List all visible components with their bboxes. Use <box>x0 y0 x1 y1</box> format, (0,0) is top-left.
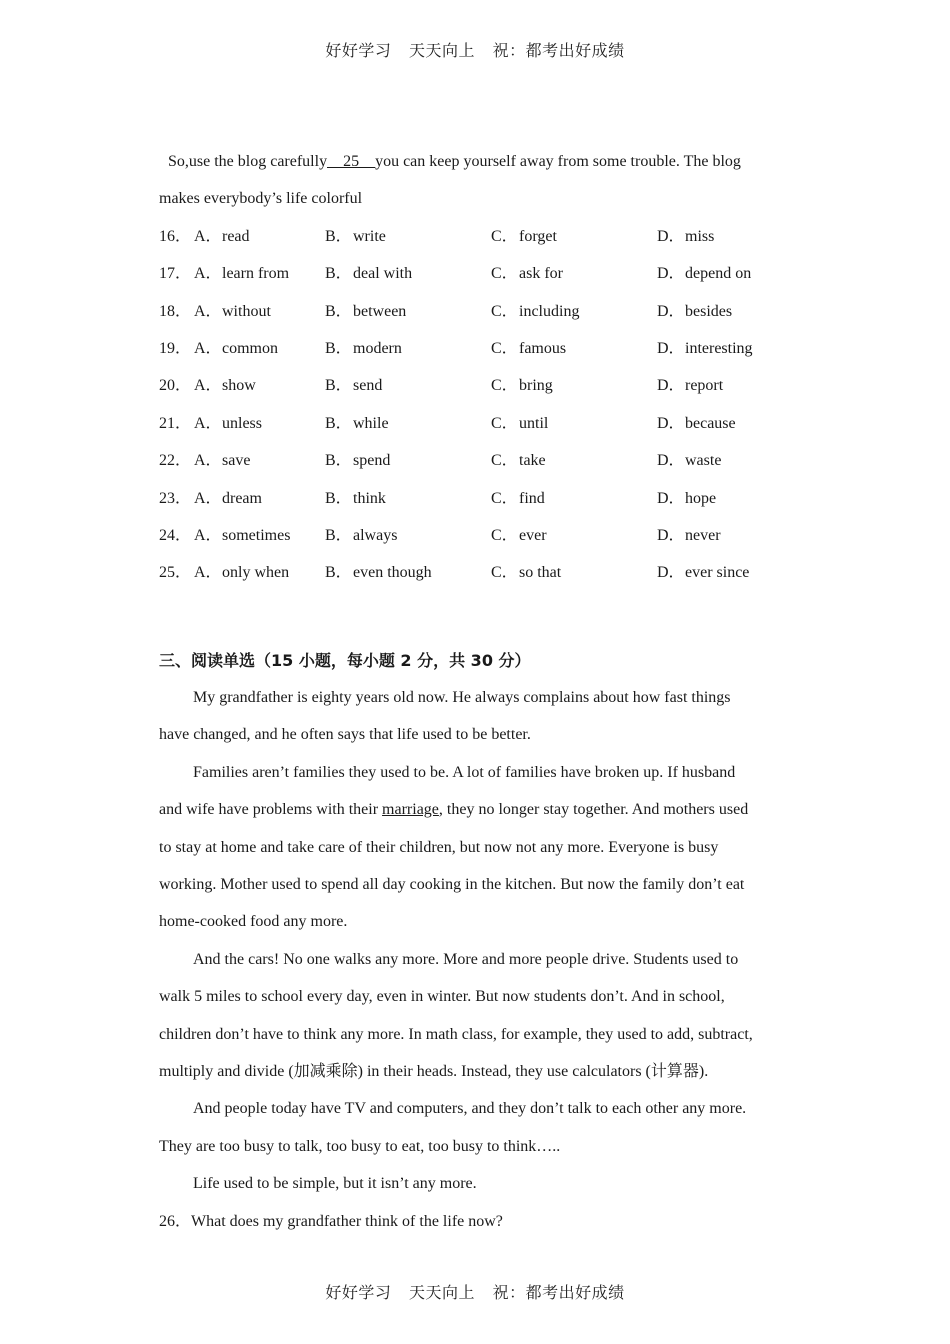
option-letter: A． <box>194 265 222 283</box>
option-b <box>325 218 386 255</box>
intro-blank-25: __25__ <box>327 153 376 170</box>
option-b <box>325 255 412 292</box>
intro-text-before-blank: So,use the blog carefully <box>168 153 328 170</box>
option-text: even though <box>353 564 432 582</box>
option-text: miss <box>685 227 715 245</box>
option-row <box>159 367 789 404</box>
option-letter: D． <box>657 564 685 582</box>
passage-p1-line-1: My grandfather is eighty years old now. He always complains about how fast things <box>193 689 731 707</box>
passage-p2-line-2 <box>159 791 789 828</box>
option-letter: D． <box>657 265 685 283</box>
option-text: common <box>222 339 278 357</box>
option-row <box>159 480 789 517</box>
option-text: forget <box>519 227 557 245</box>
option-text: hope <box>685 489 717 507</box>
option-b <box>325 293 406 330</box>
option-row <box>159 517 789 554</box>
option-text: famous <box>519 339 567 357</box>
question-number: 23． <box>159 489 192 507</box>
footer-motto-1: 好好学习 <box>325 1283 392 1302</box>
option-letter: B． <box>325 302 352 320</box>
option-letter: D． <box>657 227 685 245</box>
option-a <box>194 255 289 292</box>
question-number: 17． <box>159 265 192 283</box>
option-b <box>325 405 389 442</box>
intro-line-1 <box>159 143 789 180</box>
option-row <box>159 442 789 479</box>
option-text: besides <box>685 302 733 320</box>
option-text: ever <box>519 526 547 544</box>
option-letter: C． <box>491 564 518 582</box>
option-d <box>657 367 723 404</box>
option-letter: B． <box>325 489 352 507</box>
question-26: 26．What does my grandfather think of the life now? <box>159 1212 503 1230</box>
option-c <box>491 367 553 404</box>
option-a <box>194 367 256 404</box>
option-text: never <box>685 526 721 544</box>
option-text: read <box>222 227 250 245</box>
option-letter: A． <box>194 452 222 470</box>
option-c <box>491 554 561 591</box>
option-letter: D． <box>657 452 685 470</box>
option-c <box>491 442 546 479</box>
option-letter: C． <box>491 227 518 245</box>
option-letter: D． <box>657 377 685 395</box>
options-list <box>159 218 789 592</box>
option-a <box>194 405 262 442</box>
option-letter: A． <box>194 414 222 432</box>
option-letter: C． <box>491 339 518 357</box>
option-letter: D． <box>657 414 685 432</box>
passage-p4-line-2: They are too busy to talk, too busy to eat, too busy to think….. <box>159 1137 561 1155</box>
option-a <box>194 330 278 367</box>
question-number: 20． <box>159 377 192 395</box>
option-d <box>657 293 732 330</box>
option-text: waste <box>685 452 722 470</box>
option-c <box>491 405 548 442</box>
option-letter: C． <box>491 414 518 432</box>
option-a <box>194 554 289 591</box>
option-b <box>325 330 402 367</box>
option-b <box>325 442 390 479</box>
option-row <box>159 218 789 255</box>
passage-p2-line-2-before: and wife have problems with their <box>159 801 383 819</box>
header-motto-3: 祝：都考出好成绩 <box>492 41 625 60</box>
option-letter: B． <box>325 339 352 357</box>
option-a <box>194 517 290 554</box>
option-a <box>194 442 250 479</box>
option-c <box>491 480 545 517</box>
option-text: report <box>685 377 724 395</box>
question-number: 22． <box>159 452 192 470</box>
option-text: take <box>519 452 546 470</box>
option-a <box>194 293 271 330</box>
option-row <box>159 554 789 591</box>
option-letter: B． <box>325 227 352 245</box>
intro-text-after-blank: you can keep yourself away from some trouble. The blog <box>375 153 741 170</box>
question-number: 25． <box>159 564 192 582</box>
option-letter: B． <box>325 265 352 283</box>
option-text: until <box>519 414 549 432</box>
option-text: without <box>222 302 271 320</box>
option-d <box>657 330 753 367</box>
question-number: 21． <box>159 414 192 432</box>
option-d <box>657 480 716 517</box>
option-letter: A． <box>194 564 222 582</box>
footer-motto-2: 天天向上 <box>408 1283 475 1302</box>
section-3-title: 三、阅读单选（15 小题，每小题 2 分，共 30 分） <box>159 650 531 670</box>
option-letter: A． <box>194 377 222 395</box>
option-text: save <box>222 452 251 470</box>
option-c <box>491 517 547 554</box>
question-number: 19． <box>159 339 192 357</box>
option-letter: D． <box>657 489 685 507</box>
option-c <box>491 330 566 367</box>
passage-p4-line-1: And people today have TV and computers, and they don’t talk to each other any more. <box>193 1100 747 1118</box>
option-letter: C． <box>491 302 518 320</box>
option-letter: A． <box>194 526 222 544</box>
header-motto-2: 天天向上 <box>408 41 475 60</box>
option-c <box>491 293 579 330</box>
option-text: send <box>353 377 383 395</box>
option-text: ever since <box>685 564 750 582</box>
option-text: modern <box>353 339 402 357</box>
passage-p5-line-1: Life used to be simple, but it isn’t any more. <box>193 1175 477 1193</box>
option-b <box>325 517 397 554</box>
option-text: always <box>353 526 398 544</box>
option-text: so that <box>519 564 562 582</box>
option-text: between <box>353 302 407 320</box>
option-a <box>194 218 250 255</box>
passage-p3-line-1: And the cars! No one walks any more. More and more people drive. Students used to <box>193 950 739 968</box>
footer-motto-3: 祝：都考出好成绩 <box>492 1283 625 1302</box>
passage-p2-line-3: to stay at home and take care of their children, but now not any more. Everyone is busy <box>159 838 719 856</box>
option-letter: C． <box>491 377 518 395</box>
page-footer <box>0 1280 950 1303</box>
option-letter: B． <box>325 377 352 395</box>
option-text: including <box>519 302 580 320</box>
question-number: 16． <box>159 227 192 245</box>
option-d <box>657 218 714 255</box>
option-letter: B． <box>325 414 352 432</box>
passage-p3-line-4: multiply and divide (加减乘除) in their heads. Instead, they use calculators (计算器). <box>159 1062 709 1080</box>
option-letter: A． <box>194 489 222 507</box>
option-letter: A． <box>194 302 222 320</box>
intro-line-2: makes everybody’s life colorful <box>159 190 363 208</box>
option-text: spend <box>353 452 391 470</box>
option-text: dream <box>222 489 262 507</box>
option-b <box>325 480 386 517</box>
option-c <box>491 255 563 292</box>
option-d <box>657 517 721 554</box>
passage-p1-line-2: have changed, and he often says that life used to be better. <box>159 726 531 744</box>
option-text: while <box>353 414 389 432</box>
option-row <box>159 330 789 367</box>
option-row <box>159 405 789 442</box>
option-text: depend on <box>685 265 752 283</box>
option-text: deal with <box>353 265 413 283</box>
option-letter: C． <box>491 452 518 470</box>
option-text: learn from <box>222 265 290 283</box>
option-c <box>491 218 557 255</box>
option-letter: D． <box>657 302 685 320</box>
option-text: ask for <box>519 265 563 283</box>
question-number: 18． <box>159 302 192 320</box>
option-letter: C． <box>491 526 518 544</box>
option-text: write <box>353 227 386 245</box>
option-d <box>657 554 749 591</box>
option-letter: B． <box>325 452 352 470</box>
question-number: 24． <box>159 526 192 544</box>
option-letter: B． <box>325 526 352 544</box>
passage-p2-line-5: home-cooked food any more. <box>159 913 348 931</box>
option-d <box>657 442 721 479</box>
option-letter: B． <box>325 564 352 582</box>
option-letter: D． <box>657 526 685 544</box>
option-letter: A． <box>194 227 222 245</box>
passage-p2-line-2-after: , they no longer stay together. And mothers used <box>438 801 749 819</box>
option-text: because <box>685 414 736 432</box>
option-text: interesting <box>685 339 753 357</box>
header-motto-1: 好好学习 <box>325 41 392 60</box>
option-a <box>194 480 262 517</box>
option-text: find <box>519 489 545 507</box>
passage-p3-line-3: children don’t have to think any more. In math class, for example, they used to add, subtract, <box>159 1025 753 1043</box>
option-text: sometimes <box>222 526 291 544</box>
underlined-word-marriage: marriage <box>382 801 439 819</box>
option-letter: A． <box>194 339 222 357</box>
option-letter: C． <box>491 265 518 283</box>
option-text: bring <box>519 377 553 395</box>
option-text: only when <box>222 564 290 582</box>
option-letter: C． <box>491 489 518 507</box>
option-d <box>657 405 736 442</box>
option-letter: D． <box>657 339 685 357</box>
option-text: unless <box>222 414 262 432</box>
option-b <box>325 554 432 591</box>
passage-p3-line-2: walk 5 miles to school every day, even in winter. But now students don’t. And in school, <box>159 988 725 1006</box>
option-text: think <box>353 489 386 507</box>
option-text: show <box>222 377 256 395</box>
option-row <box>159 255 789 292</box>
passage-p2-line-4: working. Mother used to spend all day cooking in the kitchen. But now the family don’t eat <box>159 876 745 894</box>
page-header <box>0 38 950 61</box>
passage-p2-line-1: Families aren’t families they used to be. A lot of families have broken up. If husband <box>193 763 736 781</box>
option-d <box>657 255 751 292</box>
option-b <box>325 367 382 404</box>
document-body <box>159 143 789 1240</box>
option-row <box>159 293 789 330</box>
